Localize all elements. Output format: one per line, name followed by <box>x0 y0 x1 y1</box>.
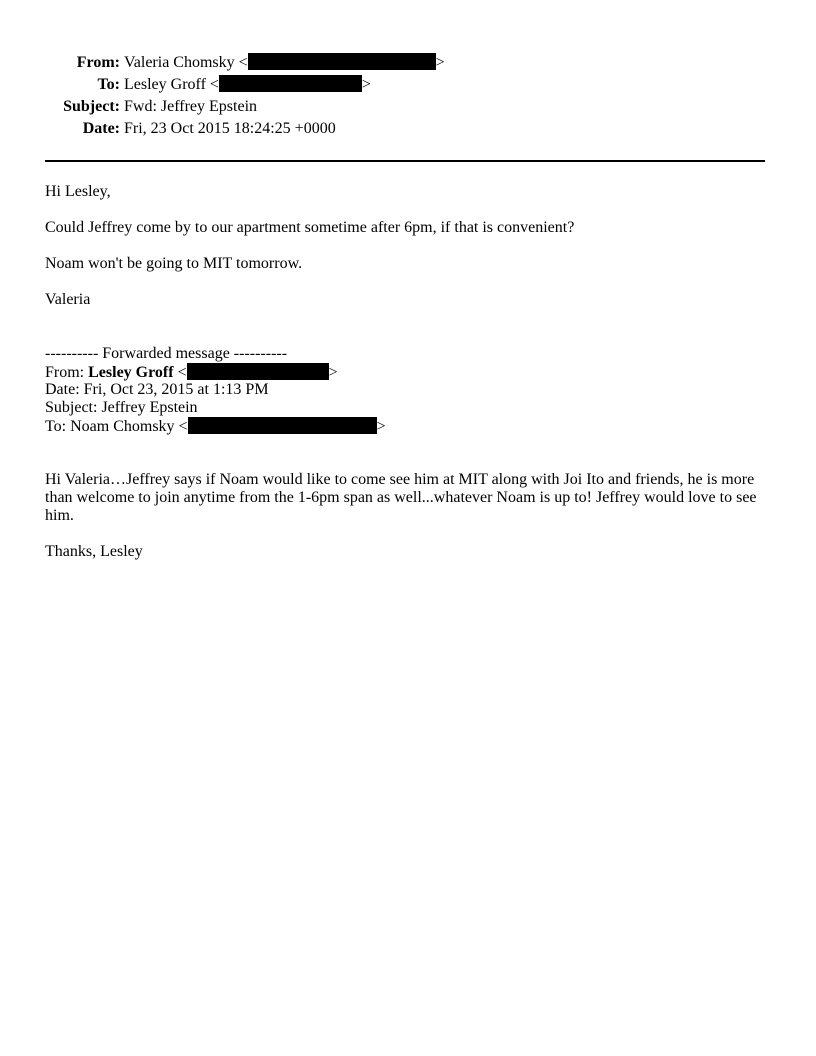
forwarded-from-name: Lesley Groff <box>88 364 174 381</box>
header-divider <box>45 160 765 162</box>
email-header <box>0 53 816 141</box>
message-greeting: Hi Lesley, <box>45 183 111 200</box>
subject-label: Subject: <box>63 98 120 115</box>
header-from-row <box>0 53 816 75</box>
redaction-box <box>248 53 436 70</box>
header-date-row <box>0 119 816 141</box>
date-label: Date: <box>82 120 120 137</box>
forwarded-body: Hi Valeria…Jeffrey says if Noam would like to come see him at MIT along with Joi Ito and friends, he is more than welcome to join anytime from the 1-6pm span as well...whatever Noam is up to! Jeffrey would love to see him. <box>45 471 757 524</box>
from-value <box>124 53 445 73</box>
to-close: > <box>361 76 371 93</box>
message-line-1: Could Jeffrey come by to our apartment sometime after 6pm, if that is convenient? <box>45 219 575 236</box>
forwarded-from <box>45 363 386 381</box>
to-value <box>124 75 371 95</box>
forwarded-to-prefix: To: Noam Chomsky < <box>45 418 188 435</box>
forwarded-from-close: > <box>328 364 338 381</box>
forwarded-to <box>45 417 386 435</box>
subject-value: Fwd: Jeffrey Epstein <box>124 98 258 115</box>
header-to-row <box>0 75 816 97</box>
to-label: To: <box>97 76 120 93</box>
forwarded-from-prefix: From: <box>45 364 89 381</box>
forwarded-divider: ---------- Forwarded message ---------- <box>45 345 288 362</box>
message-signoff: Valeria <box>45 291 91 308</box>
header-subject-row <box>0 97 816 119</box>
forwarded-from-open: < <box>173 364 187 381</box>
forwarded-signoff: Thanks, Lesley <box>45 543 143 560</box>
message-line-2: Noam won't be going to MIT tomorrow. <box>45 255 303 272</box>
forwarded-header <box>45 345 386 435</box>
from-close: > <box>435 54 445 71</box>
redaction-box <box>187 363 329 380</box>
forwarded-date: Date: Fri, Oct 23, 2015 at 1:13 PM <box>45 381 269 398</box>
from-label: From: <box>76 54 120 71</box>
from-name: Valeria Chomsky < <box>124 54 248 71</box>
to-name: Lesley Groff < <box>124 76 219 93</box>
date-value: Fri, 23 Oct 2015 18:24:25 +0000 <box>124 120 336 137</box>
forwarded-to-close: > <box>376 418 386 435</box>
forwarded-subject: Subject: Jeffrey Epstein <box>45 399 198 416</box>
redaction-box <box>219 75 362 92</box>
redaction-box <box>188 417 377 434</box>
